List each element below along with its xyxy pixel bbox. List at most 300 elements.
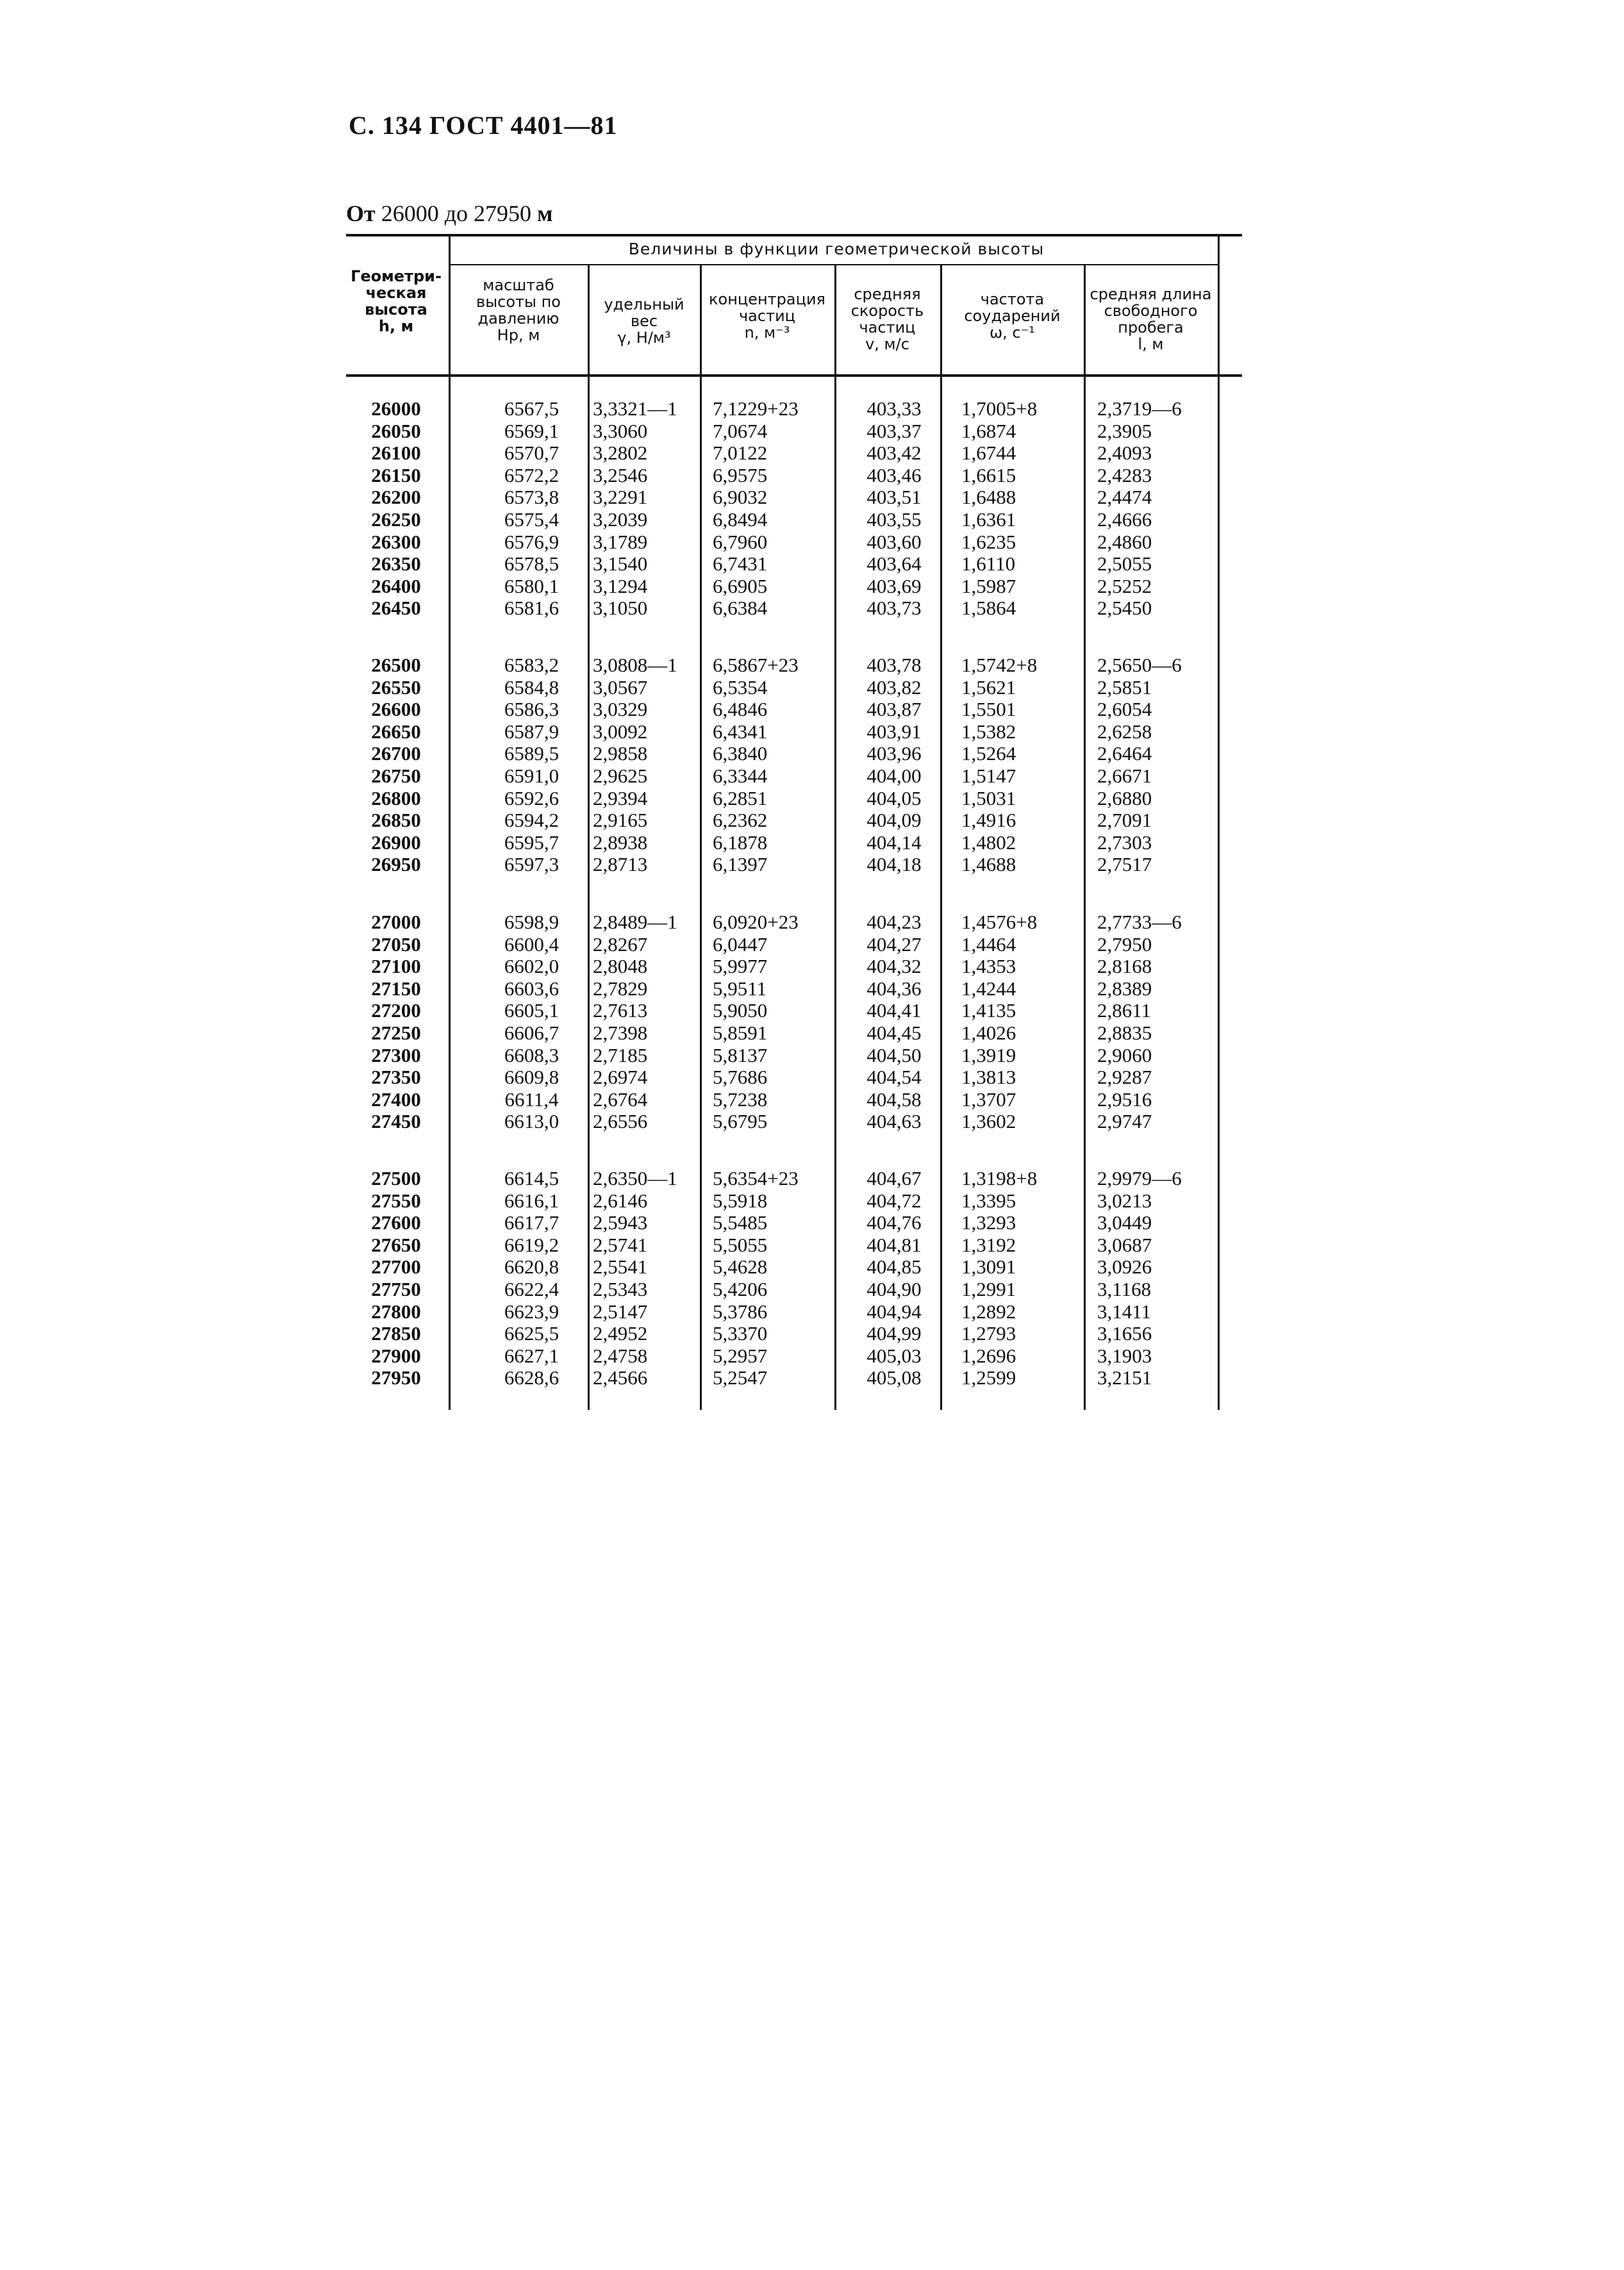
cell-scale-height: 6580,1	[504, 575, 559, 597]
cell-specific-weight: 3,0092	[593, 720, 648, 743]
cell-specific-weight: 2,6974	[593, 1066, 648, 1088]
cell-collision-freq: 1,4244	[961, 977, 1016, 1000]
cell-scale-height: 6609,8	[504, 1066, 559, 1088]
cell-mean-speed: 404,72	[866, 1189, 922, 1212]
cell-height: 27300	[371, 1044, 421, 1066]
vline-2	[588, 265, 590, 1410]
cell-scale-height: 6597,3	[504, 853, 559, 875]
cell-collision-freq: 1,4464	[961, 933, 1016, 956]
cell-concentration: 6,1878	[713, 831, 768, 854]
col-header-height: Геометри- ческая высота h, м	[351, 267, 442, 335]
cell-specific-weight: 2,5343	[593, 1278, 648, 1300]
cell-specific-weight: 2,5541	[593, 1255, 648, 1278]
cell-collision-freq: 1,2892	[961, 1300, 1016, 1323]
cell-scale-height: 6586,3	[504, 698, 559, 720]
cell-mean-speed: 403,82	[866, 676, 922, 699]
cell-specific-weight: 2,5943	[593, 1211, 648, 1234]
cell-scale-height: 6573,8	[504, 486, 559, 508]
cell-mean-speed: 404,36	[866, 977, 922, 1000]
cell-concentration: 5,6795	[713, 1110, 768, 1132]
cell-height: 26950	[371, 853, 421, 875]
cell-specific-weight: 2,4952	[593, 1322, 648, 1345]
cell-scale-height: 6592,6	[504, 787, 559, 809]
cell-free-path: 2,6880	[1097, 787, 1152, 809]
page-title: С. 134 ГОСТ 4401—81	[349, 111, 618, 140]
cell-collision-freq: 1,5501	[961, 698, 1016, 720]
cell-free-path: 2,9060	[1097, 1044, 1152, 1066]
cell-height: 27000	[371, 911, 421, 933]
cell-scale-height: 6591,0	[504, 765, 559, 787]
cell-concentration: 5,4206	[713, 1278, 768, 1300]
cell-height: 27650	[371, 1234, 421, 1256]
cell-height: 27450	[371, 1110, 421, 1132]
cell-mean-speed: 404,90	[866, 1278, 922, 1300]
cell-height: 27550	[371, 1189, 421, 1212]
cell-free-path: 2,7091	[1097, 809, 1152, 831]
cell-free-path: 2,4093	[1097, 442, 1152, 464]
cell-concentration: 6,6905	[713, 575, 768, 597]
cell-concentration: 7,0122	[713, 442, 768, 464]
cell-height: 26350	[371, 552, 421, 575]
vline-1	[449, 235, 451, 1410]
cell-height: 26850	[371, 809, 421, 831]
cell-free-path: 2,5851	[1097, 676, 1152, 699]
cell-collision-freq: 1,6361	[961, 508, 1016, 531]
cell-concentration: 5,6354+23	[713, 1167, 799, 1189]
cell-height: 26800	[371, 787, 421, 809]
cell-concentration: 6,8494	[713, 508, 768, 531]
cell-scale-height: 6620,8	[504, 1255, 559, 1278]
cell-scale-height: 6616,1	[504, 1189, 559, 1212]
cell-collision-freq: 1,5987	[961, 575, 1016, 597]
cell-free-path: 2,4860	[1097, 531, 1152, 553]
group-header: Величины в функции геометрической высоты	[628, 240, 1045, 258]
cell-specific-weight: 2,7185	[593, 1044, 648, 1066]
cell-concentration: 6,3344	[713, 765, 768, 787]
cell-specific-weight: 3,0329	[593, 698, 648, 720]
cell-concentration: 6,5354	[713, 676, 768, 699]
cell-scale-height: 6575,4	[504, 508, 559, 531]
cell-specific-weight: 2,4758	[593, 1345, 648, 1367]
cell-collision-freq: 1,7005+8	[961, 397, 1038, 420]
cell-specific-weight: 2,7613	[593, 999, 648, 1022]
cell-scale-height: 6628,6	[504, 1366, 559, 1389]
cell-mean-speed: 404,05	[866, 787, 922, 809]
cell-mean-speed: 404,85	[866, 1255, 922, 1278]
cell-height: 26400	[371, 575, 421, 597]
cell-free-path: 2,9287	[1097, 1066, 1152, 1088]
cell-specific-weight: 2,6764	[593, 1088, 648, 1111]
cell-concentration: 6,7431	[713, 552, 768, 575]
cell-collision-freq: 1,3293	[961, 1211, 1016, 1234]
cell-specific-weight: 2,7829	[593, 977, 648, 1000]
cell-concentration: 6,0920+23	[713, 911, 799, 933]
cell-height: 27750	[371, 1278, 421, 1300]
cell-concentration: 5,5055	[713, 1234, 768, 1256]
cell-specific-weight: 3,2291	[593, 486, 648, 508]
cell-collision-freq: 1,3091	[961, 1255, 1016, 1278]
cell-scale-height: 6567,5	[504, 397, 559, 420]
cell-collision-freq: 1,6110	[961, 552, 1016, 575]
cell-scale-height: 6605,1	[504, 999, 559, 1022]
cell-height: 27250	[371, 1022, 421, 1044]
cell-scale-height: 6600,4	[504, 933, 559, 956]
cell-height: 26300	[371, 531, 421, 553]
cell-scale-height: 6572,2	[504, 464, 559, 486]
cell-free-path: 2,5252	[1097, 575, 1152, 597]
cell-specific-weight: 2,6350—1	[593, 1167, 677, 1189]
cell-specific-weight: 2,6556	[593, 1110, 648, 1132]
cell-collision-freq: 1,3198+8	[961, 1167, 1038, 1189]
cell-height: 26450	[371, 597, 421, 619]
range-unit: м	[537, 201, 553, 226]
cell-specific-weight: 3,3060	[593, 420, 648, 442]
cell-specific-weight: 2,9858	[593, 742, 648, 765]
range-prefix: От	[346, 201, 376, 226]
cell-scale-height: 6619,2	[504, 1234, 559, 1256]
cell-concentration: 6,2362	[713, 809, 768, 831]
cell-mean-speed: 403,33	[866, 397, 922, 420]
cell-collision-freq: 1,3395	[961, 1189, 1016, 1212]
cell-height: 26150	[371, 464, 421, 486]
cell-free-path: 3,1656	[1097, 1322, 1152, 1345]
cell-concentration: 6,2851	[713, 787, 768, 809]
cell-concentration: 5,5485	[713, 1211, 768, 1234]
cell-concentration: 6,9575	[713, 464, 768, 486]
table-top-rule	[346, 234, 1242, 236]
range-to: 27950	[474, 201, 532, 226]
cell-concentration: 5,9511	[713, 977, 767, 1000]
cell-collision-freq: 1,2696	[961, 1345, 1016, 1367]
cell-collision-freq: 1,5621	[961, 676, 1016, 699]
cell-concentration: 6,7960	[713, 531, 768, 553]
cell-concentration: 5,5918	[713, 1189, 768, 1212]
range-mid: до	[444, 201, 468, 226]
cell-free-path: 2,6054	[1097, 698, 1152, 720]
cell-free-path: 2,7303	[1097, 831, 1152, 854]
cell-concentration: 5,9977	[713, 955, 768, 977]
cell-specific-weight: 3,1050	[593, 597, 648, 619]
cell-height: 27900	[371, 1345, 421, 1367]
cell-mean-speed: 404,00	[866, 765, 922, 787]
cell-free-path: 2,6258	[1097, 720, 1152, 743]
cell-free-path: 3,1168	[1097, 1278, 1152, 1300]
cell-specific-weight: 3,0567	[593, 676, 648, 699]
cell-concentration: 6,5867+23	[713, 654, 799, 676]
cell-mean-speed: 404,18	[866, 853, 922, 875]
cell-collision-freq: 1,3707	[961, 1088, 1016, 1111]
cell-scale-height: 6606,7	[504, 1022, 559, 1044]
cell-height: 26700	[371, 742, 421, 765]
cell-mean-speed: 404,81	[866, 1234, 922, 1256]
cell-collision-freq: 1,6874	[961, 420, 1016, 442]
cell-free-path: 2,5055	[1097, 552, 1152, 575]
cell-scale-height: 6623,9	[504, 1300, 559, 1323]
cell-collision-freq: 1,5147	[961, 765, 1016, 787]
cell-specific-weight: 2,8267	[593, 933, 648, 956]
cell-collision-freq: 1,5031	[961, 787, 1016, 809]
cell-concentration: 5,9050	[713, 999, 768, 1022]
cell-concentration: 5,3786	[713, 1300, 768, 1323]
cell-height: 27800	[371, 1300, 421, 1323]
cell-concentration: 5,8137	[713, 1044, 768, 1066]
cell-concentration: 7,0674	[713, 420, 768, 442]
cell-mean-speed: 403,46	[866, 464, 922, 486]
cell-height: 27600	[371, 1211, 421, 1234]
cell-collision-freq: 1,2599	[961, 1366, 1016, 1389]
cell-mean-speed: 405,08	[866, 1366, 922, 1389]
group-header-rule	[449, 264, 1218, 265]
cell-scale-height: 6589,5	[504, 742, 559, 765]
cell-specific-weight: 3,2039	[593, 508, 648, 531]
cell-mean-speed: 404,14	[866, 831, 922, 854]
cell-scale-height: 6594,2	[504, 809, 559, 831]
col-header-specific-weight: удельный вес γ, Н/м³	[604, 295, 684, 347]
cell-mean-speed: 405,03	[866, 1345, 922, 1367]
cell-scale-height: 6578,5	[504, 552, 559, 575]
cell-collision-freq: 1,4576+8	[961, 911, 1038, 933]
cell-concentration: 7,1229+23	[713, 397, 799, 420]
cell-specific-weight: 3,3321—1	[593, 397, 677, 420]
cell-concentration: 6,1397	[713, 853, 768, 875]
cell-concentration: 6,6384	[713, 597, 768, 619]
cell-scale-height: 6614,5	[504, 1167, 559, 1189]
cell-collision-freq: 1,3813	[961, 1066, 1016, 1088]
cell-scale-height: 6627,1	[504, 1345, 559, 1367]
cell-height: 26750	[371, 765, 421, 787]
cell-collision-freq: 1,4688	[961, 853, 1016, 875]
cell-mean-speed: 403,73	[866, 597, 922, 619]
cell-free-path: 2,6464	[1097, 742, 1152, 765]
cell-scale-height: 6595,7	[504, 831, 559, 854]
cell-concentration: 5,2957	[713, 1345, 768, 1367]
cell-specific-weight: 3,1294	[593, 575, 648, 597]
cell-scale-height: 6603,6	[504, 977, 559, 1000]
cell-height: 26100	[371, 442, 421, 464]
col-header-mean-speed: средняя скорость частиц v, м/с	[850, 285, 924, 353]
cell-mean-speed: 403,55	[866, 508, 922, 531]
cell-concentration: 5,7238	[713, 1088, 768, 1111]
cell-scale-height: 6583,2	[504, 654, 559, 676]
cell-scale-height: 6622,4	[504, 1278, 559, 1300]
cell-scale-height: 6617,7	[504, 1211, 559, 1234]
cell-collision-freq: 1,3602	[961, 1110, 1016, 1132]
cell-free-path: 2,7733—6	[1097, 911, 1182, 933]
cell-specific-weight: 2,5741	[593, 1234, 648, 1256]
cell-mean-speed: 404,23	[866, 911, 922, 933]
cell-collision-freq: 1,6235	[961, 531, 1016, 553]
cell-mean-speed: 404,76	[866, 1211, 922, 1234]
cell-specific-weight: 2,6146	[593, 1189, 648, 1212]
cell-height: 26500	[371, 654, 421, 676]
cell-collision-freq: 1,5742+8	[961, 654, 1038, 676]
cell-specific-weight: 2,8713	[593, 853, 648, 875]
cell-mean-speed: 403,87	[866, 698, 922, 720]
cell-concentration: 5,4628	[713, 1255, 768, 1278]
cell-free-path: 2,9747	[1097, 1110, 1152, 1132]
cell-height: 27350	[371, 1066, 421, 1088]
cell-collision-freq: 1,4026	[961, 1022, 1016, 1044]
cell-free-path: 3,1411	[1097, 1300, 1152, 1323]
cell-mean-speed: 404,45	[866, 1022, 922, 1044]
cell-scale-height: 6613,0	[504, 1110, 559, 1132]
cell-scale-height: 6611,4	[504, 1088, 559, 1111]
cell-scale-height: 6584,8	[504, 676, 559, 699]
cell-specific-weight: 2,7398	[593, 1022, 648, 1044]
cell-height: 26250	[371, 508, 421, 531]
cell-scale-height: 6570,7	[504, 442, 559, 464]
cell-collision-freq: 1,3192	[961, 1234, 1016, 1256]
cell-free-path: 2,5450	[1097, 597, 1152, 619]
cell-free-path: 2,8835	[1097, 1022, 1152, 1044]
cell-free-path: 2,8389	[1097, 977, 1152, 1000]
cell-free-path: 2,5650—6	[1097, 654, 1182, 676]
cell-mean-speed: 403,96	[866, 742, 922, 765]
cell-scale-height: 6602,0	[504, 955, 559, 977]
cell-mean-speed: 403,64	[866, 552, 922, 575]
cell-free-path: 2,8611	[1097, 999, 1152, 1022]
cell-height: 26050	[371, 420, 421, 442]
cell-specific-weight: 2,8489—1	[593, 911, 677, 933]
cell-mean-speed: 403,42	[866, 442, 922, 464]
cell-specific-weight: 2,8938	[593, 831, 648, 854]
cell-height: 27500	[371, 1167, 421, 1189]
cell-mean-speed: 403,91	[866, 720, 922, 743]
col-header-collision-freq: частота соударений ω, с⁻¹	[964, 290, 1061, 342]
col-header-scale-height: масштаб высоты по давлению Hp, м	[476, 276, 561, 344]
cell-collision-freq: 1,5864	[961, 597, 1016, 619]
cell-mean-speed: 403,37	[866, 420, 922, 442]
cell-free-path: 3,0926	[1097, 1255, 1152, 1278]
cell-collision-freq: 1,4802	[961, 831, 1016, 854]
cell-collision-freq: 1,4916	[961, 809, 1016, 831]
cell-specific-weight: 2,9625	[593, 765, 648, 787]
col-header-free-path: средняя длина свободного пробега l, м	[1090, 285, 1212, 353]
cell-concentration: 5,8591	[713, 1022, 768, 1044]
cell-free-path: 2,4474	[1097, 486, 1152, 508]
cell-scale-height: 6576,9	[504, 531, 559, 553]
vline-6	[1084, 265, 1086, 1410]
header-bottom-rule	[346, 374, 1242, 377]
cell-height: 27400	[371, 1088, 421, 1111]
cell-specific-weight: 2,5147	[593, 1300, 648, 1323]
cell-height: 26550	[371, 676, 421, 699]
cell-mean-speed: 404,58	[866, 1088, 922, 1111]
cell-height: 26600	[371, 698, 421, 720]
cell-concentration: 6,0447	[713, 933, 768, 956]
vline-4	[834, 265, 836, 1410]
cell-scale-height: 6625,5	[504, 1322, 559, 1345]
cell-mean-speed: 404,63	[866, 1110, 922, 1132]
cell-mean-speed: 404,41	[866, 999, 922, 1022]
cell-collision-freq: 1,3919	[961, 1044, 1016, 1066]
cell-height: 27150	[371, 977, 421, 1000]
cell-mean-speed: 404,94	[866, 1300, 922, 1323]
cell-height: 27200	[371, 999, 421, 1022]
cell-mean-speed: 404,09	[866, 809, 922, 831]
cell-concentration: 5,2547	[713, 1366, 768, 1389]
col-header-concentration: концентрация частиц n, м⁻³	[709, 290, 825, 342]
range-caption	[346, 200, 553, 227]
cell-concentration: 6,9032	[713, 486, 768, 508]
cell-specific-weight: 2,8048	[593, 955, 648, 977]
cell-free-path: 2,8168	[1097, 955, 1152, 977]
cell-free-path: 2,9516	[1097, 1088, 1152, 1111]
cell-free-path: 2,6671	[1097, 765, 1152, 787]
cell-scale-height: 6587,9	[504, 720, 559, 743]
cell-specific-weight: 3,2802	[593, 442, 648, 464]
cell-free-path: 3,0449	[1097, 1211, 1152, 1234]
cell-concentration: 6,3840	[713, 742, 768, 765]
cell-free-path: 2,4666	[1097, 508, 1152, 531]
cell-free-path: 2,9979—6	[1097, 1167, 1182, 1189]
cell-free-path: 3,1903	[1097, 1345, 1152, 1367]
cell-height: 26200	[371, 486, 421, 508]
cell-height: 26900	[371, 831, 421, 854]
cell-free-path: 2,7950	[1097, 933, 1152, 956]
cell-collision-freq: 1,5264	[961, 742, 1016, 765]
cell-height: 26650	[371, 720, 421, 743]
cell-mean-speed: 403,51	[866, 486, 922, 508]
cell-mean-speed: 404,32	[866, 955, 922, 977]
cell-scale-height: 6581,6	[504, 597, 559, 619]
cell-collision-freq: 1,6615	[961, 464, 1016, 486]
cell-concentration: 6,4341	[713, 720, 768, 743]
cell-scale-height: 6569,1	[504, 420, 559, 442]
cell-height: 27050	[371, 933, 421, 956]
cell-specific-weight: 3,2546	[593, 464, 648, 486]
cell-free-path: 2,3905	[1097, 420, 1152, 442]
cell-mean-speed: 404,27	[866, 933, 922, 956]
cell-collision-freq: 1,2793	[961, 1322, 1016, 1345]
cell-height: 27100	[371, 955, 421, 977]
cell-free-path: 3,0213	[1097, 1189, 1152, 1212]
cell-height: 27700	[371, 1255, 421, 1278]
cell-specific-weight: 3,1540	[593, 552, 648, 575]
range-from: 26000	[381, 201, 439, 226]
cell-specific-weight: 2,9394	[593, 787, 648, 809]
cell-concentration: 6,4846	[713, 698, 768, 720]
cell-free-path: 2,4283	[1097, 464, 1152, 486]
cell-height: 27850	[371, 1322, 421, 1345]
cell-free-path: 2,3719—6	[1097, 397, 1182, 420]
cell-scale-height: 6608,3	[504, 1044, 559, 1066]
cell-concentration: 5,3370	[713, 1322, 768, 1345]
cell-height: 27950	[371, 1366, 421, 1389]
cell-specific-weight: 2,9165	[593, 809, 648, 831]
cell-mean-speed: 404,67	[866, 1167, 922, 1189]
cell-specific-weight: 3,0808—1	[593, 654, 677, 676]
cell-collision-freq: 1,6488	[961, 486, 1016, 508]
cell-specific-weight: 2,4566	[593, 1366, 648, 1389]
cell-collision-freq: 1,6744	[961, 442, 1016, 464]
cell-scale-height: 6598,9	[504, 911, 559, 933]
cell-mean-speed: 404,54	[866, 1066, 922, 1088]
cell-mean-speed: 403,78	[866, 654, 922, 676]
cell-concentration: 5,7686	[713, 1066, 768, 1088]
cell-free-path: 2,7517	[1097, 853, 1152, 875]
cell-mean-speed: 403,69	[866, 575, 922, 597]
cell-collision-freq: 1,5382	[961, 720, 1016, 743]
cell-collision-freq: 1,4353	[961, 955, 1016, 977]
cell-collision-freq: 1,2991	[961, 1278, 1016, 1300]
cell-collision-freq: 1,4135	[961, 999, 1016, 1022]
cell-height: 26000	[371, 397, 421, 420]
cell-mean-speed: 404,50	[866, 1044, 922, 1066]
cell-free-path: 3,0687	[1097, 1234, 1152, 1256]
cell-mean-speed: 403,60	[866, 531, 922, 553]
cell-specific-weight: 3,1789	[593, 531, 648, 553]
